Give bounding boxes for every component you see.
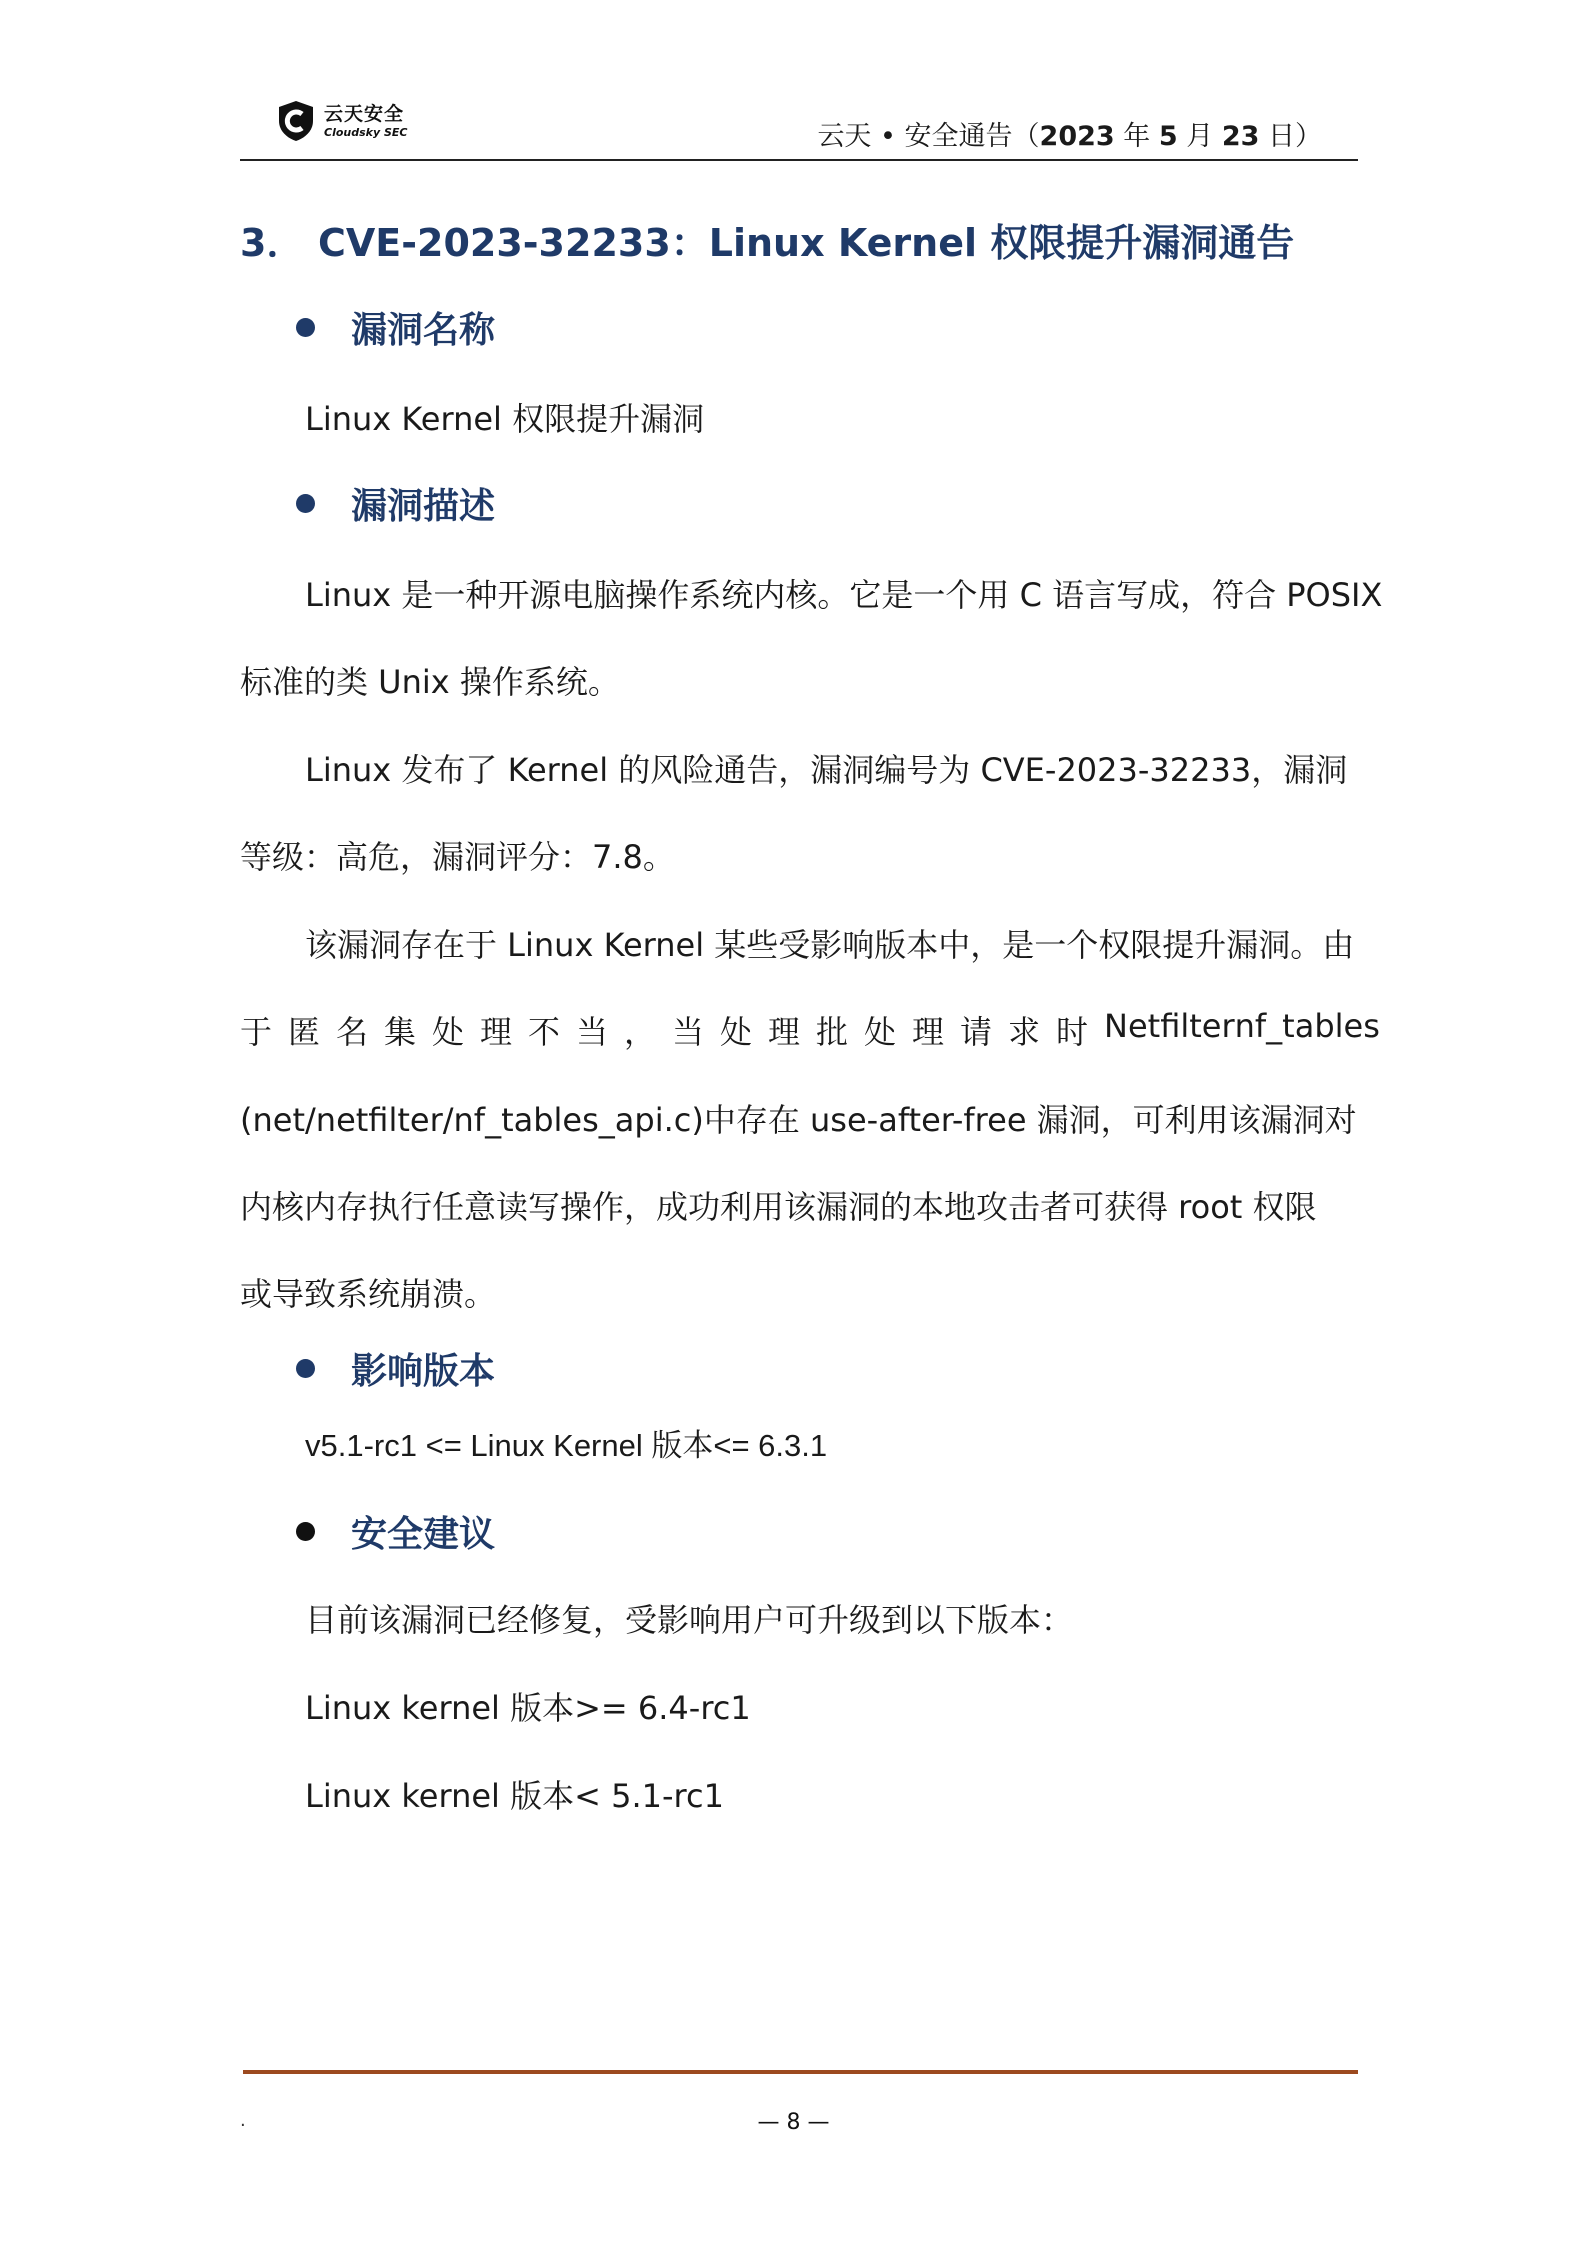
desc-p3-line2 bbox=[240, 1007, 1380, 1053]
section-number: 3． bbox=[240, 221, 305, 265]
desc-p3-line5: 或导致系统崩溃。 bbox=[240, 1275, 497, 1313]
page-number: — 8 — bbox=[757, 2110, 830, 2135]
desc-p3-line2-nftables: nf_tables bbox=[1234, 1007, 1380, 1045]
advice-line1: 目前该漏洞已经修复，受影响用户可升级到以下版本： bbox=[305, 1601, 1074, 1639]
affected-heading bbox=[296, 1343, 495, 1394]
bullet-dot-icon bbox=[296, 1522, 315, 1541]
advice-heading-label: 安全建议 bbox=[351, 1514, 496, 1555]
bullet-dot-icon bbox=[296, 1359, 315, 1378]
advice-line2: Linux kernel 版本>= 6.4-rc1 bbox=[305, 1689, 751, 1727]
logo-english-text: Cloudsky SEC bbox=[324, 125, 408, 139]
header-title-prefix: 云天 • 安全通告（ bbox=[817, 121, 1040, 152]
advice-heading bbox=[296, 1506, 495, 1557]
header-day-suffix: 日） bbox=[1259, 121, 1322, 152]
bullet-dot-icon bbox=[296, 494, 315, 513]
desc-p2-line2: 等级：高危，漏洞评分：7.8。 bbox=[240, 838, 675, 876]
footer-dot: . bbox=[240, 2110, 246, 2131]
header-year-suffix: 年 bbox=[1114, 121, 1159, 152]
desc-p3-line4: 内核内存执行任意读写操作，成功利用该漏洞的本地攻击者可获得 root 权限 bbox=[240, 1188, 1317, 1226]
vuln-name-text: Linux Kernel 权限提升漏洞 bbox=[305, 400, 705, 438]
desc-p3-line1: 该漏洞存在于 Linux Kernel 某些受影响版本中，是一个权限提升漏洞。由 bbox=[305, 926, 1355, 964]
vuln-name-heading bbox=[296, 302, 495, 353]
page-header bbox=[240, 96, 1358, 160]
shield-logo-icon bbox=[276, 99, 316, 143]
advice-line3: Linux kernel 版本< 5.1-rc1 bbox=[305, 1777, 724, 1815]
vuln-desc-heading bbox=[296, 478, 495, 529]
company-logo bbox=[276, 98, 407, 144]
desc-p3-line2-netfilter: Netfilter bbox=[1104, 1007, 1235, 1045]
header-day: 23 bbox=[1221, 121, 1260, 152]
desc-p3-line2-cn: 于匿名集处理不当，当处理批处理请求时 bbox=[240, 1013, 1105, 1051]
affected-heading-label: 影响版本 bbox=[351, 1351, 496, 1392]
desc-p1-line1: Linux 是一种开源电脑操作系统内核。它是一个用 C 语言写成，符合 POSIX bbox=[305, 576, 1383, 614]
section-title bbox=[240, 212, 1294, 267]
desc-p1-line2: 标准的类 Unix 操作系统。 bbox=[240, 663, 620, 701]
bullet-dot-icon bbox=[296, 318, 315, 337]
header-year: 2023 bbox=[1039, 121, 1115, 152]
vuln-name-heading-label: 漏洞名称 bbox=[351, 310, 496, 351]
header-month-suffix: 月 bbox=[1177, 121, 1222, 152]
header-month: 5 bbox=[1158, 121, 1178, 152]
logo-chinese-text: 云天安全 bbox=[324, 102, 405, 125]
affected-text: v5.1-rc1 <= Linux Kernel 版本<= 6.3.1 bbox=[305, 1428, 828, 1463]
vuln-desc-heading-label: 漏洞描述 bbox=[351, 486, 496, 527]
section-title-text: CVE-2023-32233：Linux Kernel 权限提升漏洞通告 bbox=[318, 221, 1295, 265]
header-divider bbox=[240, 159, 1358, 161]
desc-p3-line3: (net/netfilter/nf_tables_api.c)中存在 use-after-free 漏洞，可利用该漏洞对 bbox=[240, 1101, 1357, 1139]
desc-p2-line1: Linux 发布了 Kernel 的风险通告，漏洞编号为 CVE-2023-32233，漏洞 bbox=[305, 751, 1348, 789]
footer-divider bbox=[243, 2070, 1358, 2074]
header-title bbox=[817, 114, 1322, 153]
